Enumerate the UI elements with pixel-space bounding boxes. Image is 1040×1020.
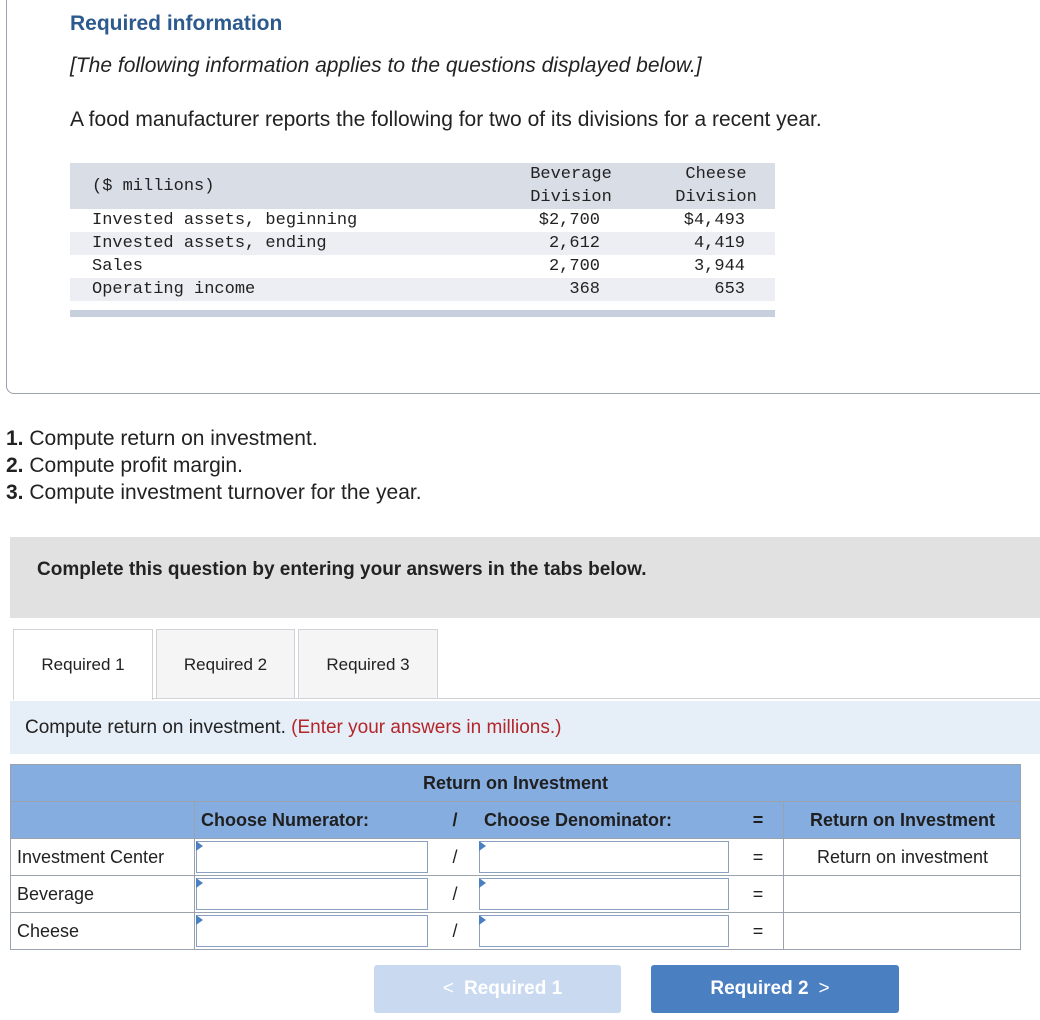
question-text: Compute investment turnover for the year. [23,481,422,504]
question-text: Compute return on investment. [23,427,318,450]
row-label: Invested assets, beginning [92,211,358,230]
cheese-header-line1: Cheese [685,165,747,184]
denominator-input[interactable] [480,916,728,946]
slash-sign: / [452,884,458,904]
cheese-value: 3,944 [693,257,745,276]
tab-divider [153,698,1040,699]
division-data-table [70,163,775,317]
chevron-left-icon: < [442,978,454,999]
cheese-value: $4,493 [683,211,745,230]
numerator-header: Choose Numerator: [201,810,370,830]
tab-required-1[interactable]: Required 1 [13,629,153,700]
row-label: Cheese [17,921,80,941]
equals-sign: = [752,884,764,904]
chevron-right-icon: > [818,978,830,999]
tab-required-3[interactable]: Required 3 [298,629,438,699]
instruction-text: Complete this question by entering your answers in the tabs below. [37,559,647,580]
cheese-value: 4,419 [693,234,745,253]
question-item [6,425,422,452]
denominator-header: Choose Denominator: [484,810,673,830]
info-note: [The following information applies to the questions displayed below.] [70,54,702,77]
question-item [6,452,422,479]
required-information-title: Required information [70,12,283,35]
row-label: Beverage [17,884,95,904]
equals-header: = [752,810,764,830]
answer-table-title [10,764,1021,802]
row-label: Invested assets, ending [92,234,327,253]
beverage-value: 2,612 [548,234,600,253]
cheese-numerator-input[interactable] [196,915,428,947]
numerator-input[interactable] [197,879,427,909]
denominator-input[interactable] [480,879,728,909]
beverage-denominator-input[interactable] [479,878,729,910]
dropdown-indicator-icon [196,878,203,888]
cheese-denominator-input[interactable] [479,915,729,947]
prompt [25,717,561,739]
table-row [10,839,1021,876]
row-label: Investment Center [17,847,165,867]
table-row [10,913,1021,950]
beverage-header-line1: Beverage [530,165,612,184]
divider [194,839,195,875]
answer-table-title-text: Return on Investment [422,773,609,793]
beverage-header-line2: Division [530,188,612,207]
row-label: Sales [92,257,144,276]
cheese-header-line2: Division [675,188,757,207]
data-row [70,209,775,232]
denominator-select[interactable] [479,841,729,873]
data-table-footer [70,310,775,317]
slash-sign: / [452,847,458,867]
divider [194,802,195,838]
dropdown-indicator-icon [196,841,203,851]
data-row [70,232,775,255]
cheese-value: 653 [714,280,745,299]
numerator-input[interactable] [197,916,427,946]
cheese-result [784,913,1021,949]
dropdown-indicator-icon [479,841,486,851]
divider [194,876,195,912]
numerator-input[interactable] [197,842,427,872]
answer-table-header [10,802,1021,839]
beverage-numerator-input[interactable] [196,878,428,910]
question-text: Compute profit margin. [23,454,243,477]
numerator-select[interactable] [196,841,428,873]
beverage-result [784,876,1021,912]
question-number: 3. [6,481,24,504]
prompt-hint: (Enter your answers in millions.) [291,717,562,738]
slash-sign: / [452,921,458,941]
beverage-value: 2,700 [548,257,600,276]
row-label: Operating income [92,280,256,299]
previous-button-label: Required 1 [463,978,563,999]
denominator-input[interactable] [480,842,728,872]
data-row [70,255,775,278]
next-button-label: Required 2 [710,978,809,999]
table-row [10,876,1021,913]
prompt-text: Compute return on investment. [25,717,292,738]
question-number: 2. [6,454,24,477]
question-list [6,425,422,506]
previous-button[interactable] [374,965,621,1013]
prompt-bar [10,701,1040,754]
roi-answer-table [10,764,1021,950]
question-number: 1. [6,427,24,450]
question-item [6,479,422,506]
tab-required-2[interactable]: Required 2 [156,629,295,699]
beverage-value: 368 [569,280,600,299]
data-row [70,278,775,301]
next-button[interactable] [651,965,899,1013]
dropdown-indicator-icon [196,915,203,925]
divider [194,913,195,949]
result-label: Return on investment [816,847,989,867]
info-intro: A food manufacturer reports the following for two of its divisions for a recent year. [70,108,822,131]
equals-sign: = [752,921,764,941]
unit-label: ($ millions) [92,177,215,196]
result-header: Return on Investment [809,810,996,830]
dropdown-indicator-icon [479,878,486,888]
equals-sign: = [752,847,764,867]
beverage-value: $2,700 [538,211,600,230]
dropdown-indicator-icon [479,915,486,925]
instruction-banner [10,537,1040,618]
slash-header: / [452,810,458,830]
data-table-header [70,163,775,209]
